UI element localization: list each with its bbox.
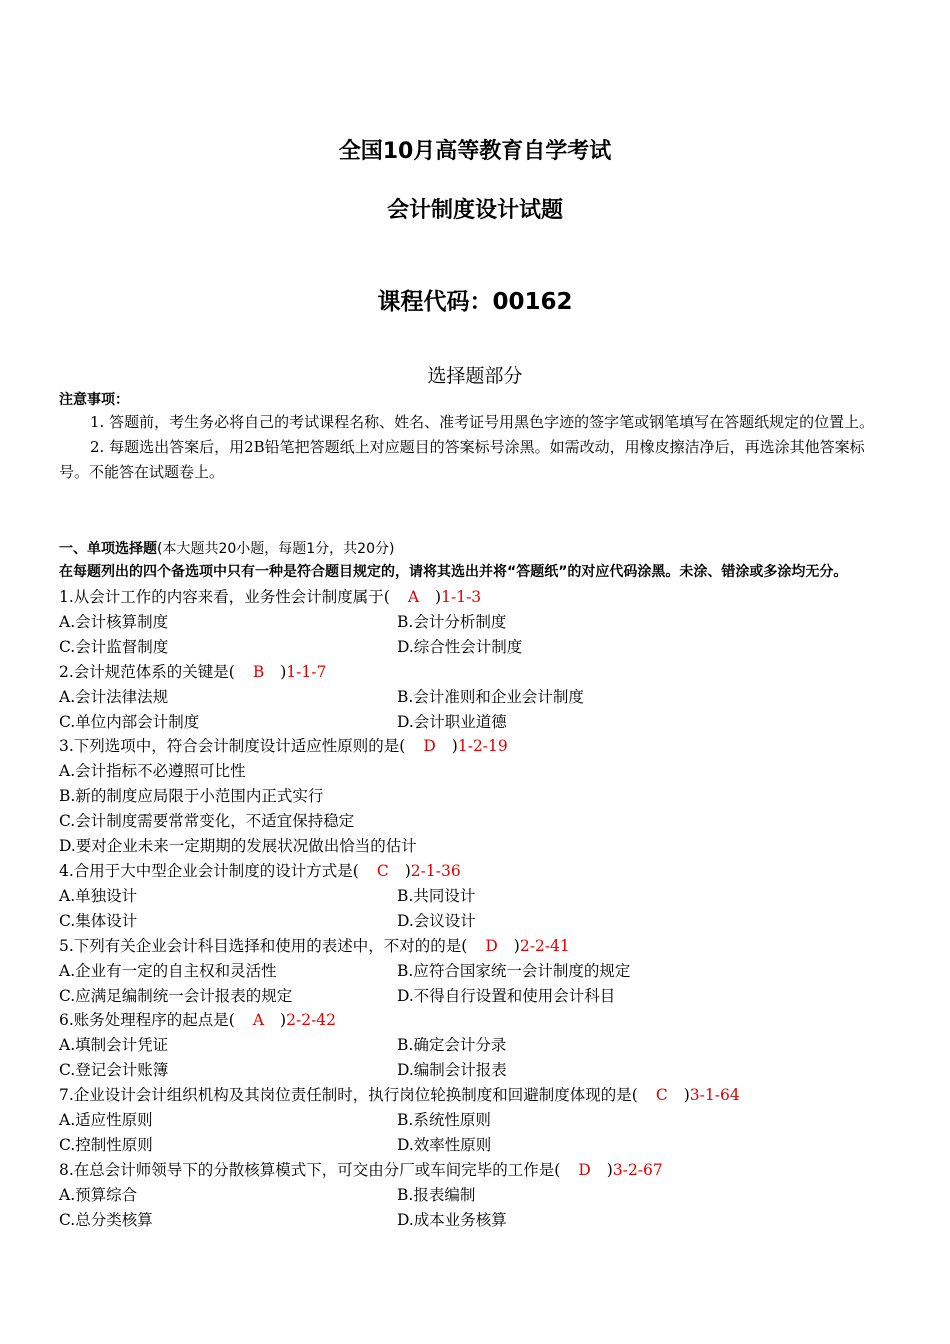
course-code: 课程代码：00162 [377, 289, 573, 315]
question-stem: 8.在总会计师领导下的分散核算模式下，可交由分厂或车间完毕的工作是( D )3-2-67 [59, 1160, 663, 1179]
option-d: D.会计职业道德 [397, 712, 507, 731]
option-b: B.确定会计分录 [397, 1036, 507, 1055]
question-4 [59, 859, 891, 934]
option-b: B.应符合国家统一会计制度的规定 [397, 961, 631, 980]
option-d: D.成本业务核算 [397, 1210, 507, 1229]
question-2 [59, 660, 891, 735]
notice-heading: 注意事项： [59, 392, 129, 408]
answer-mark: A [252, 1011, 265, 1030]
question-stem: 2.会计规范体系的关键是( B )1-1-7 [59, 662, 327, 681]
answer-mark: D [423, 737, 436, 756]
question-ref: 2-1-36 [410, 861, 461, 880]
question-stem: 5.下列有关企业会计科目选择和使用的表述中，不对的的是( D )2-2-41 [59, 936, 570, 955]
question-ref: 1-2-19 [457, 737, 508, 756]
option-a: A.预算综合 [59, 1185, 138, 1204]
answer-mark: C [655, 1086, 668, 1105]
notice-item-2: 2. 每题选出答案后，用2B铅笔把答题纸上对应题目的答案标号涂黑。如需改动，用橡皮擦洁净后，再选涂其他答案标号。不能答在试题卷上。 [59, 438, 865, 481]
answer-mark: B [252, 662, 265, 681]
option-d: D.要对企业未来一定期期的发展状况做出恰当的估计 [59, 837, 417, 856]
option-c: C.总分类核算 [59, 1210, 153, 1229]
option-d: D.综合性会计制度 [397, 637, 523, 656]
answer-mark: C [376, 861, 389, 880]
question-3 [59, 734, 891, 859]
option-a: A.会计法律法规 [59, 687, 169, 706]
notice-item-1: 1. 答题前，考生务必将自己的考试课程名称、姓名、准考证号用黑色字迹的签字笔或钢笔填写在答题纸规定的位置上。 [90, 413, 875, 431]
option-c: C.会计监督制度 [59, 637, 169, 656]
question-stem: 1.从会计工作的内容来看，业务性会计制度属于( A )1-1-3 [59, 588, 482, 606]
option-b: B.会计分析制度 [397, 612, 507, 631]
question-ref: 2-2-42 [286, 1011, 337, 1030]
section-single-choice [59, 538, 891, 1233]
question-8 [59, 1158, 891, 1233]
question-7 [59, 1083, 891, 1158]
question-1 [59, 585, 891, 660]
notice-block [59, 390, 891, 485]
section-description: 在每题列出的四个备选项中只有一种是符合题目规定的，请将其选出并将“答题纸”的对应代码涂黑。未涂、错涂或多涂均无分。 [59, 564, 848, 580]
option-b: B.报表编制 [397, 1185, 476, 1204]
option-d: D.会议设计 [397, 911, 476, 930]
option-a: A.单独设计 [59, 886, 138, 905]
answer-mark: D [578, 1160, 591, 1179]
option-c: C.单位内部会计制度 [59, 712, 200, 731]
option-a: A.会计指标不必遵照可比性 [59, 762, 246, 781]
option-b: B.共同设计 [397, 886, 476, 905]
question-ref: 2-2-41 [519, 936, 570, 955]
option-a: A.企业有一定的自主权和灵活性 [59, 961, 277, 980]
option-a: A.会计核算制度 [59, 612, 169, 631]
question-5 [59, 934, 891, 1009]
option-c: C.登记会计账簿 [59, 1061, 169, 1080]
option-a: A.适应性原则 [59, 1111, 153, 1130]
answer-mark: D [485, 936, 498, 955]
question-stem: 7.企业设计会计组织机构及其岗位责任制时，执行岗位轮换制度和回避制度体现的是( C )3-1-64 [59, 1086, 740, 1105]
option-d: D.效率性原则 [397, 1135, 492, 1154]
option-b: B.系统性原则 [397, 1111, 491, 1130]
option-b: B.新的制度应局限于小范围内正式实行 [59, 787, 324, 806]
option-b: B.会计准则和企业会计制度 [397, 687, 584, 706]
exam-subject: 会计制度设计试题 [386, 198, 563, 223]
question-ref: 1-1-3 [441, 588, 482, 606]
section-title-main: 一、单项选择题 [59, 541, 157, 557]
section-title [59, 538, 891, 560]
option-c: C.会计制度需要常常变化，不适宜保持稳定 [59, 812, 355, 831]
question-ref: 3-1-64 [689, 1086, 740, 1105]
section-title-sub: (本大题共20小题，每题1分，共20分) [157, 541, 395, 557]
option-d: D.不得自行设置和使用会计科目 [397, 986, 616, 1005]
question-stem: 6.账务处理程序的起点是( A )2-2-42 [59, 1011, 337, 1030]
question-6 [59, 1008, 891, 1083]
question-stem: 3.下列选项中，符合会计制度设计适应性原则的是( D )1-2-19 [59, 737, 508, 756]
option-c: C.应满足编制统一会计报表的规定 [59, 986, 293, 1005]
answer-mark: A [407, 588, 420, 606]
option-a: A.填制会计凭证 [59, 1036, 169, 1055]
exam-title: 全国10月高等教育自学考试 [338, 139, 612, 164]
question-ref: 3-2-67 [612, 1160, 663, 1179]
part-title: 选择题部分 [427, 365, 523, 387]
option-d: D.编制会计报表 [397, 1061, 507, 1080]
option-c: C.集体设计 [59, 911, 138, 930]
option-c: C.控制性原则 [59, 1135, 153, 1154]
question-stem: 4.合用于大中型企业会计制度的设计方式是( C )2-1-36 [59, 861, 461, 880]
question-ref: 1-1-7 [286, 662, 327, 681]
